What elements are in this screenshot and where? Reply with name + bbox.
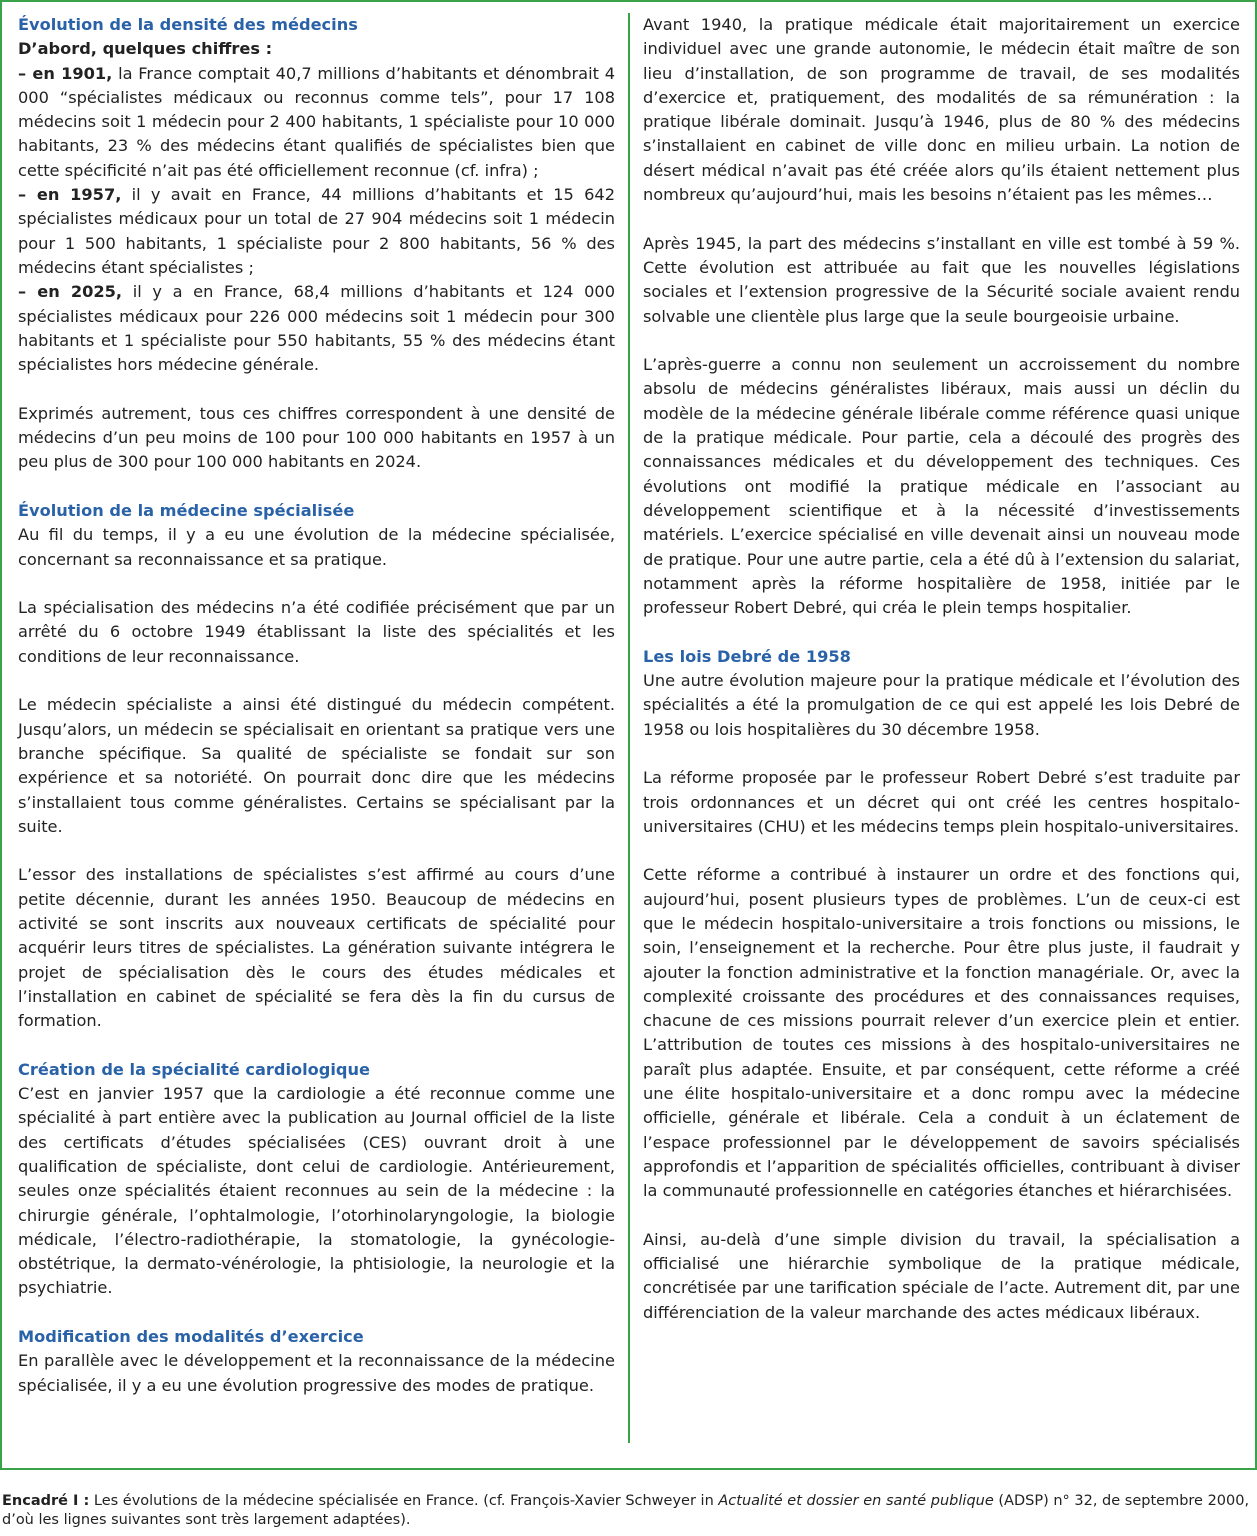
paragraph-apres-1945: Après 1945, la part des médecins s’installant en ville est tombé à 59 %. Cette évolution est attribuée au fait que les nouvelles législations sociales et l’extension progressive de la Sécurité sociale avaient rendu solvable une clientèle plus large que la seule bourgeoisie urbaine. (643, 233, 1240, 326)
heading-cardiologie: Création de la spécialité cardiologique (18, 1059, 371, 1079)
paragraph-modalites: En parallèle avec le développement et la reconnaissance de la médecine spécialisée, il y a eu une évolution progressive des modes de pratique. (18, 1351, 615, 1395)
right-column (643, 13, 1240, 1325)
paragraph-fil-du-temps: Au fil du temps, il y a eu une évolution de la médecine spécialisée, concernant sa reconnaissance et sa pratique. (18, 525, 615, 569)
bullet-1957-label: – en 1957, (18, 185, 122, 205)
paragraph-specialisation: La spécialisation des médecins n’a été codifiée précisément que par un arrêté du 6 octobre 1949 établissant la liste des spécialités et les conditions de leur reconnaissance. (18, 598, 615, 666)
bullet-1957-text: il y avait en France, 44 millions d’habitants et 15 642 spécialistes médicaux pour un total de 27 904 médecins soit 1 médecin pour 1 500 habitants, 1 spécialiste pour 2 800 habitants, 56 % des médecins étant spécialistes ; (18, 185, 615, 277)
bullet-2025 (18, 280, 615, 377)
caption-text-1: Les évolutions de la médecine spécialisée en France. (cf. François-Xavier Schweyer in (89, 1493, 719, 1509)
paragraph-cardiologie: C’est en janvier 1957 que la cardiologie a été reconnue comme une spécialité à part entière avec la publication au Journal officiel de la liste des certificats d’études spécialisées (CES) ouvrant droit à une qualification de spécialiste, dont celui de cardiologie. Antérieurement, seules onze spécialités étaient reconnues au sein de la médecine : la chirurgie générale, l’ophtalmologie, l’otorhinolaryngologie, la biologie médicale, l’électro-radiothérapie, la stomatologie, la gynécologie-obstétrique, la dermato-vénérologie, la phtisiologie, la neurologie et la psychiatrie. (18, 1084, 615, 1298)
bullet-1957 (18, 183, 615, 280)
paragraph-hierarchie: Ainsi, au-delà d’une simple division du travail, la spécialisation a officialisé une hiérarchie symbolique de la pratique médicale, concrétisée par une tarification spéciale de l’acte. Autrement dit, par une différenciation de la valeur marchande des actes médicaux libéraux. (643, 1229, 1240, 1322)
paragraph-densite: Exprimés autrement, tous ces chiffres correspondent à une densité de médecins d’un peu moins de 100 pour 100 000 habitants en 1957 à un peu plus de 300 pour 100 000 habitants en 2024. (18, 403, 615, 472)
heading-evolution-specialisee: Évolution de la médecine spécialisée (18, 500, 355, 520)
caption-text-2: (ADSP) n° 32, de septembre 2000, d’où les lignes suivantes sont très largement adaptées). (2, 1493, 1250, 1528)
paragraph-evolution-majeure: Une autre évolution majeure pour la pratique médicale et l’évolution des spécialités a été la promulgation de ce qui est appelé les lois Debré de 1958 ou lois hospitalières du 30 décembre 1958. (643, 671, 1240, 739)
paragraph-avant-1940: Avant 1940, la pratique médicale était majoritairement un exercice individuel avec une grande autonomie, le médecin était maître de son lieu d’installation, de son programme de travail, de ses modalités d’exercice et, pratiquement, des modalités de sa rémunération : la pratique libérale dominait. Jusqu’à 1946, plus de 80 % des médecins s’installaient en cabinet de ville donc en milieu urbain. La notion de désert médical n’avait pas été créée alors qu’ils étaient nettement plus nombreux qu’aujourd’hui, mais les besoins n’étaient pas les mêmes… (643, 15, 1240, 205)
paragraph-apres-guerre: L’après-guerre a connu non seulement un accroissement du nombre absolu de médecins généralistes libéraux, mais aussi un déclin du modèle de la médecine générale libérale comme référence quasi unique de la pratique médicale. Pour partie, cela a découlé des progrès des connaissances médicales et du développement des techniques. Ces évolutions ont modifié la pratique médicale en l’associant au développement scientifique et à la nécessité d’investissements matériels. L’exercice spécialisé en ville devenait ainsi un nouveau mode de pratique. Pour une autre partie, cela a été dû à l’extension du salariat, notamment après la réforme hospitalière de 1958, initiée par le professeur Robert Debré, qui créa le plein temps hospitalier. (643, 355, 1240, 618)
paragraph-medecin-specialiste: Le médecin spécialiste a ainsi été distingué du médecin compétent. Jusqu’alors, un médecin se spécialisait en orientant sa pratique vers une branche spécifique. Sa qualité de spécialiste se fondait sur son expérience et sa notoriété. On pourrait donc dire que les médecins s’installaient tous comme généralistes. Certains se spécialisant par la suite. (18, 695, 615, 836)
heading-lois-debre: Les lois Debré de 1958 (643, 646, 851, 666)
figure-caption (2, 1492, 1254, 1530)
column-divider (628, 13, 630, 1443)
paragraph-ordre-fonctions: Cette réforme a contribué à instaurer un ordre et des fonctions qui, aujourd’hui, posent plusieurs types de problèmes. L’un de ceux-ci est que le médecin hospitalo-universitaire a trois fonctions ou missions, le soin, l’enseignement et la recherche. Pour être plus juste, il faudrait y ajouter la fonction administrative et la fonction managériale. Or, avec la complexité croissante des procédures et des connaissances requises, chacune de ces missions pourrait relever d’un exercice plein et entier. L’attribution de toutes ces missions à des hospitalo-universitaires ne paraît plus adaptée. Ensuite, et par conséquent, cette réforme a créé une élite hospitalo-universitaire et a donc rompu avec la médecine officielle, générale et libérale. Cela a conduit à un éclatement de l’espace professionnel par le développement de savoirs spécialisés approfondis et l’apparition de spécialités officielles, contribuant à diviser la communauté professionnelle en catégories étanches et hiérarchisées. (643, 865, 1240, 1201)
caption-label: Encadré I : (2, 1493, 90, 1509)
bullet-1901-label: – en 1901, (18, 63, 113, 83)
bullet-2025-text: il y a en France, 68,4 millions d’habitants et 124 000 spécialistes médicaux pour 226 000 médecins soit 1 médecin pour 300 habitants et 1 spécialiste pour 550 habitants, 55 % des médecins étant spécialistes hors médecine générale. (18, 282, 615, 375)
bullet-1901-text: la France comptait 40,7 millions d’habitants et dénombrait 4 000 “spécialistes médicaux ou reconnus comme tels”, pour 17 108 médecins soit 1 médecin pour 2 400 habitants, 1 spécialiste pour 10 000 habitants, 23 % des médecins étant qualifiés de spécialistes bien que cette spécificité n’ait pas été officiellement reconnue (cf. infra) ; (18, 63, 615, 180)
left-column (18, 13, 615, 1398)
caption-journal: Actualité et dossier en santé publique (718, 1493, 994, 1509)
paragraph-essor: L’essor des installations de spécialistes s’est affirmé au cours d’une petite décennie, durant les années 1950. Beaucoup de médecins en activité se sont inscrits aux nouveaux certificats de spécialité pour acquérir leurs titres de spécialistes. La génération suivante intégrera le projet de spécialisation dès le cours des études médicales et l’installation en cabinet de spécialité se fera dès la fin du cursus de formation. (18, 865, 615, 1031)
intro-subheading: D’abord, quelques chiffres : (18, 39, 273, 59)
bullet-1901 (18, 62, 615, 183)
heading-modalites: Modification des modalités d’exercice (18, 1327, 364, 1347)
bullet-2025-label: – en 2025, (18, 282, 123, 302)
heading-densite: Évolution de la densité des médecins (18, 15, 358, 34)
paragraph-reforme: La réforme proposée par le professeur Robert Debré s’est traduite par trois ordonnances et un décret qui ont créé les centres hospitalo-universitaires (CHU) et les médecins temps plein hospitalo-universitaires. (643, 768, 1240, 836)
